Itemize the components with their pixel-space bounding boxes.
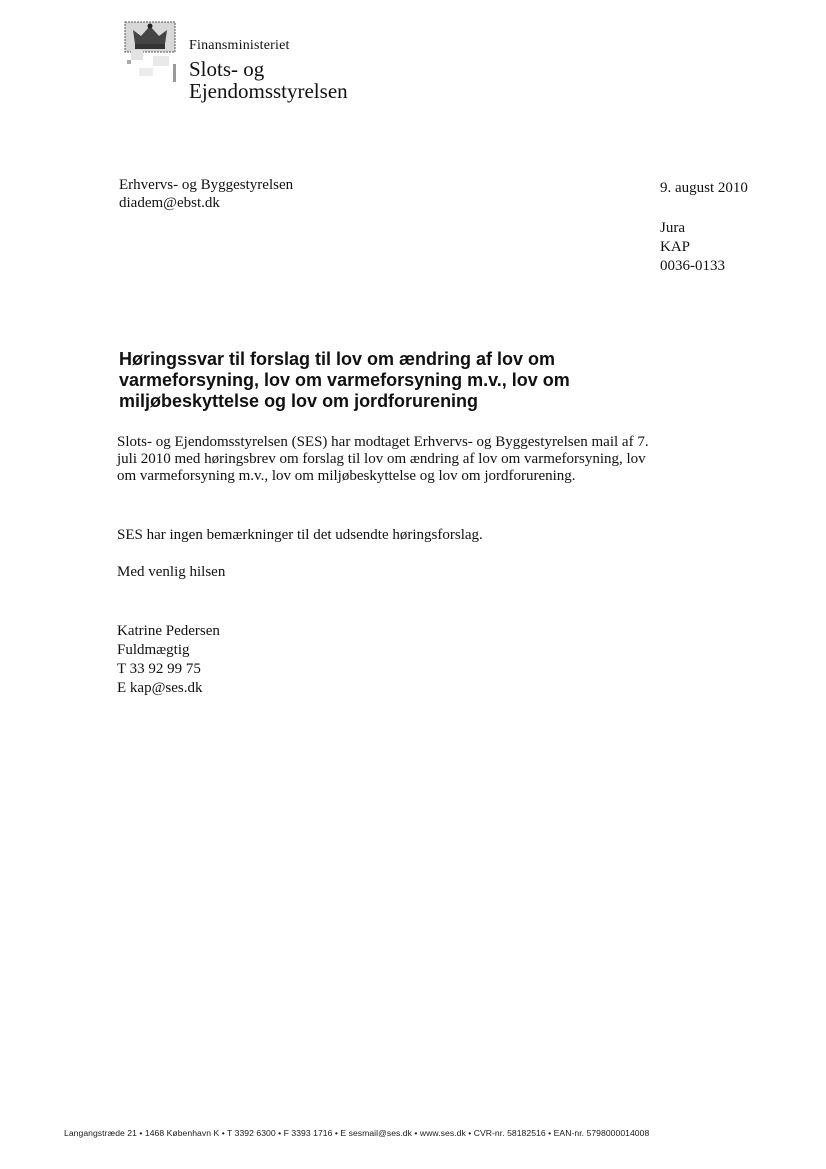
case-number: 0036-0133 xyxy=(660,258,725,274)
body-paragraph-2: SES har ingen bemærkninger til det udsendte høringsforslag. xyxy=(117,527,483,543)
ministry-name: Finansministeriet xyxy=(189,38,290,53)
subject-heading: Høringssvar til forslag til lov om ændring af lov om varmeforsyning, lov om varmeforsyning m.v., lov om miljøbeskyttelse og lov om jordforurening xyxy=(119,349,570,411)
signer-phone: T 33 92 99 75 xyxy=(117,661,201,677)
footer-contact-line: Langangstræde 21 • 1468 København K • T 3392 6300 • F 3393 1716 • E sesmail@ses.dk • www.ses.dk • CVR-nr. 58182516 • EAN-nr. 5798000014008 xyxy=(64,1128,650,1138)
signer-title: Fuldmægtig xyxy=(117,642,190,658)
reference-block xyxy=(660,219,725,276)
addressee-name: Erhvervs- og Byggestyrelsen xyxy=(119,177,294,193)
signature-block xyxy=(117,622,220,698)
closing-salutation: Med venlig hilsen xyxy=(117,564,226,580)
agency-name-line2: Ejendomsstyrelsen xyxy=(189,79,348,103)
signer-name: Katrine Pedersen xyxy=(117,623,220,639)
addressee-block xyxy=(119,176,293,212)
agency-name xyxy=(189,58,348,102)
agency-name-line1: Slots- og xyxy=(189,57,265,81)
royal-crown-crest-icon xyxy=(121,20,179,84)
department: Jura xyxy=(660,220,685,236)
signer-email: E kap@ses.dk xyxy=(117,680,203,696)
body-paragraph: Slots- og Ejendomsstyrelsen (SES) har modtaget Erhvervs- og Byggestyrelsen mail af 7. juli 2010 med høringsbrev om forslag til lov om ændring af lov om varmeforsyning, lov om varmeforsyning m.v., lov om miljøbeskyttelse og lov om jordforurening. xyxy=(117,434,649,484)
letter-date: 9. august 2010 xyxy=(660,180,748,196)
initials: KAP xyxy=(660,239,691,255)
addressee-email: diadem@ebst.dk xyxy=(119,195,220,211)
